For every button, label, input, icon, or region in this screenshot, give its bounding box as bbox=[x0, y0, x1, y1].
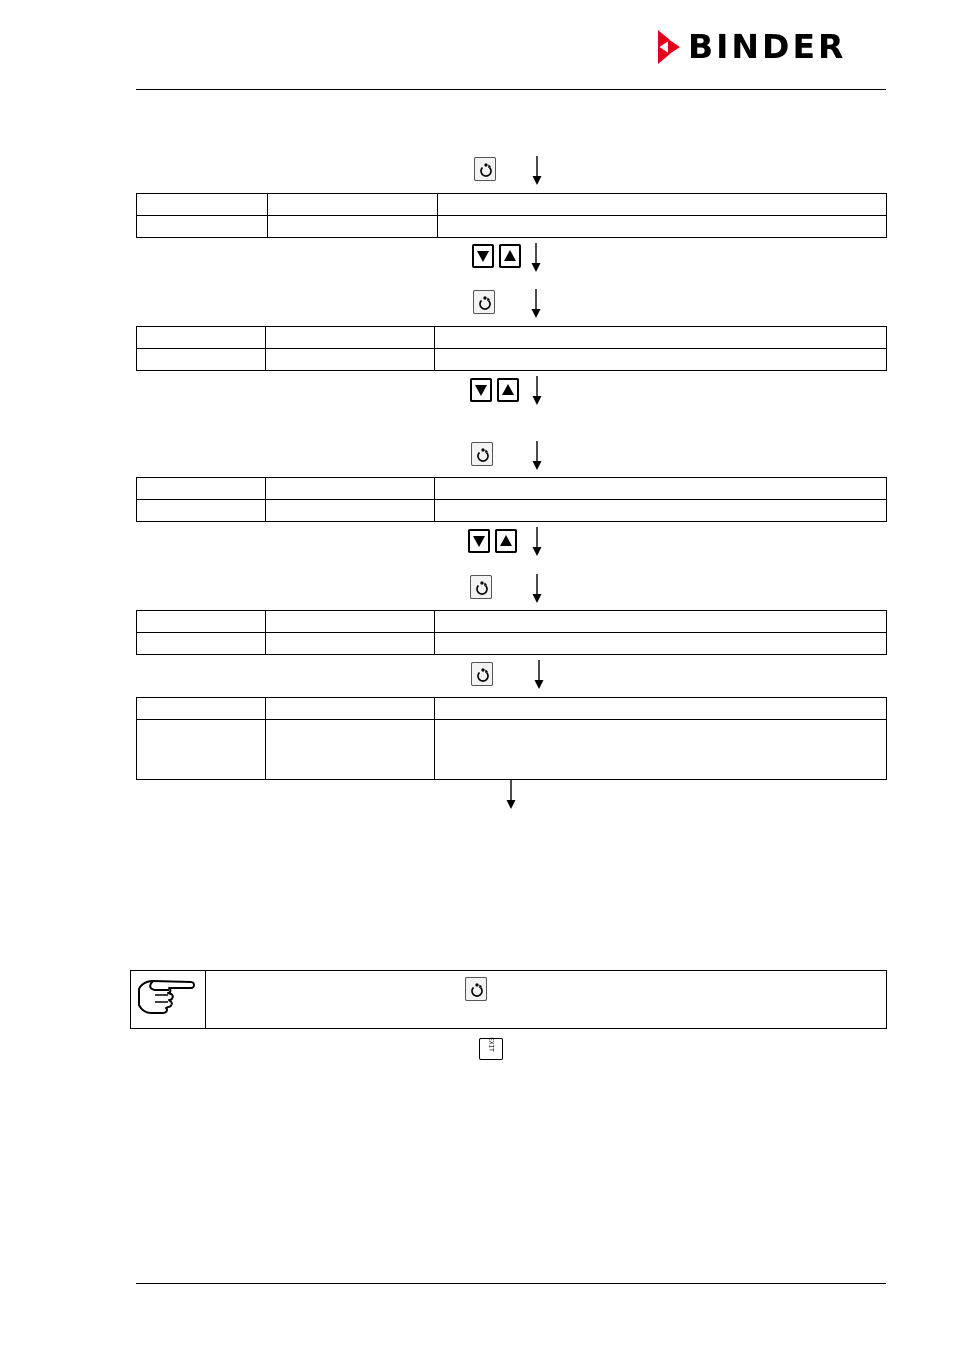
table-cell bbox=[268, 216, 438, 238]
table-cell bbox=[137, 611, 266, 633]
enter-key-icon bbox=[473, 290, 495, 314]
table-cell bbox=[266, 611, 435, 633]
down-arrow-icon bbox=[531, 527, 543, 557]
down-arrow-icon bbox=[531, 441, 543, 471]
binder-logo bbox=[656, 28, 888, 66]
down-arrow-icon bbox=[530, 289, 542, 319]
table-cell bbox=[435, 611, 887, 633]
arrow-down-key-icon bbox=[468, 529, 490, 553]
table-cell bbox=[435, 633, 887, 655]
table-cell bbox=[435, 478, 887, 500]
table-cell bbox=[266, 500, 435, 522]
brand-name: BINDER bbox=[688, 27, 847, 66]
table-cell bbox=[268, 194, 438, 216]
settings-table-1 bbox=[136, 193, 887, 238]
arrow-up-key-icon bbox=[495, 529, 517, 553]
table-cell bbox=[266, 478, 435, 500]
enter-key-icon bbox=[474, 157, 496, 181]
table-cell bbox=[435, 698, 887, 720]
table-cell bbox=[435, 500, 887, 522]
binder-logo-mark-icon bbox=[656, 30, 682, 64]
down-arrow-icon bbox=[531, 376, 543, 406]
table-cell bbox=[137, 633, 266, 655]
footer-rule bbox=[136, 1283, 886, 1284]
enter-key-icon bbox=[470, 575, 492, 599]
table-cell bbox=[438, 216, 887, 238]
settings-table-5 bbox=[136, 697, 887, 780]
note-box bbox=[130, 970, 887, 1029]
arrow-up-key-icon bbox=[497, 378, 519, 402]
down-arrow-icon bbox=[505, 780, 517, 810]
arrow-down-key-icon bbox=[472, 244, 494, 268]
note-divider bbox=[205, 971, 206, 1028]
down-arrow-icon bbox=[530, 243, 542, 273]
table-cell bbox=[137, 698, 266, 720]
table-cell bbox=[266, 349, 435, 371]
exit-key-icon bbox=[479, 1038, 503, 1060]
settings-table-3 bbox=[136, 477, 887, 522]
table-cell bbox=[137, 720, 266, 780]
exit-key-label: EXIT bbox=[487, 1037, 495, 1052]
down-arrow-icon bbox=[531, 156, 543, 186]
table-cell bbox=[137, 216, 268, 238]
settings-table-4 bbox=[136, 610, 887, 655]
arrow-up-key-icon bbox=[499, 244, 521, 268]
table-cell bbox=[435, 720, 887, 780]
down-arrow-icon bbox=[531, 574, 543, 604]
enter-key-icon bbox=[471, 662, 493, 686]
table-cell bbox=[266, 720, 435, 780]
table-cell bbox=[137, 500, 266, 522]
arrow-down-key-icon bbox=[470, 378, 492, 402]
table-cell bbox=[266, 698, 435, 720]
table-cell bbox=[266, 327, 435, 349]
enter-key-icon bbox=[465, 977, 487, 1001]
table-cell bbox=[137, 194, 268, 216]
enter-key-icon bbox=[471, 442, 493, 466]
table-cell bbox=[266, 633, 435, 655]
table-cell bbox=[438, 194, 887, 216]
table-cell bbox=[137, 478, 266, 500]
table-cell bbox=[137, 349, 266, 371]
settings-table-2 bbox=[136, 326, 887, 371]
pointing-hand-icon bbox=[135, 975, 197, 1015]
down-arrow-icon bbox=[533, 660, 545, 690]
header-rule bbox=[136, 89, 886, 90]
table-cell bbox=[137, 327, 266, 349]
table-cell bbox=[435, 349, 887, 371]
table-cell bbox=[435, 327, 887, 349]
